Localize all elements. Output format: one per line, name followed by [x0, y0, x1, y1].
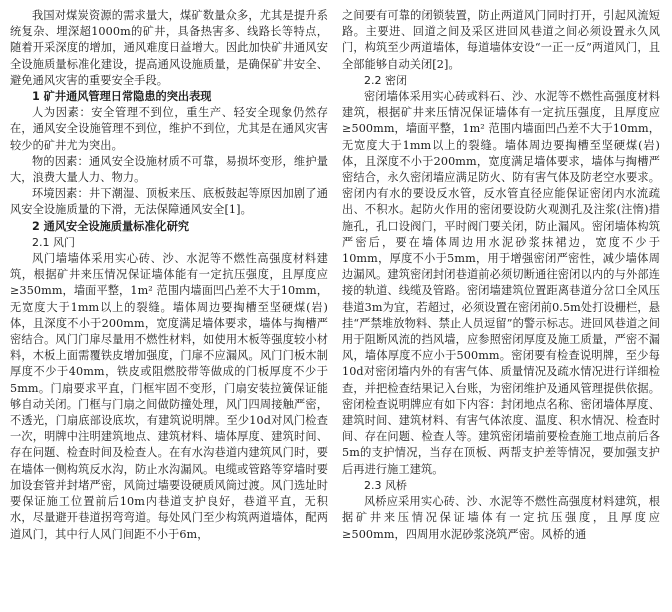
environment-factors-paragraph: 环境因素：井下潮湿、顶板来压、底板鼓起等原因加剧了通风安全设施质量的下滑，无法保障通风安全[1]。	[10, 187, 328, 217]
section-2-1-heading: 2.1 风门	[32, 235, 75, 249]
seal-paragraph: 密闭墙体采用实心砖或料石、沙、水泥等不燃性高强度材料建筑，根据矿井来压情况保证墙体有一定抗压强度，且厚度应≥500mm，墙面平整，1m² 范围内墙面凹凸差不大于10mm，无宽度大于1mm以上的裂缝。墙体周边要掏槽至坚硬煤(岩)体，且深度不小于200mm，宽度满足墙体要求，墙体与掏槽严密结合，永久密闭墙应满足防火、防有害气体及防老空水要求。密闭内有水的要设反水管，反水管直径应能保证密闭内水流疏出、不积水。起防火作用的密闭要设防火观测孔及注浆(注惰)措施孔，孔口设阀门，平时阀门要关闭，防止漏风。密闭墙体构筑严密后，要在墙体周边用水泥砂浆抹裙边，宽度不少于10mm，厚度不小于5mm，用于增强密闭严密性，减少墙体周边漏风。建筑密闭封闭巷道前必须切断通往密闭以内的与外部连接的轨道、线缆及管路。密闭墙建筑位置距离巷道分岔口全风压巷道3m为宜，若超过，必须设置在密闭前0.5m处打设栅栏，悬挂“严禁堆放物料、禁止人员逗留”的警示标志。进回风巷道之间用于阻断风流的挡风墙，应参照密闭厚度及施工质量，严密不漏风，墙体厚度不应小于500mm。密闭要有检查说明牌，至少每10d对密闭墙内外的有害气体、质量情况及疏水情况进行详细检查，并把检查结果记入台账，为密闭维护及通风管理提供依据。密闭检查说明牌应有如下内容：封闭地点名称、密闭墙体厚度、建筑时间、建筑材料、有害气体浓度、温度、积水情况、检查时间、存在问题、检查人等。建筑密闭墙前要检查施工地点前后各5m的支护情况，当存在顶板、两帮支护差等情况，要加强支护后再进行施工建筑。	[342, 90, 660, 476]
section-2-3-heading: 2.3 风桥	[364, 478, 407, 492]
left-column	[10, 8, 328, 543]
air-bridge-paragraph: 风桥应采用实心砖、沙、水泥等不燃性高强度材料建筑，根据矿井来压情况保证墙体有一定抗压强度，且厚度应≥500mm，四周用水泥砂浆浇筑严密。风桥的通	[342, 495, 660, 541]
section-1-heading: 1 矿井通风管理日常隐患的突出表现	[32, 90, 212, 104]
intro-paragraph: 我国对煤炭资源的需求量大，煤矿数量众多，尤其是提升系统复杂、埋深超1000m的矿井，具备热害多、线路长等特点，随着开采深度的增加，通风难度日益增大。因此加快矿井通风安全设施质量标准化建设，提高通风设施质量，是确保矿井安全、避免通风灾害的重要安全手段。	[10, 9, 328, 87]
section-2-2-heading: 2.2 密闭	[364, 73, 407, 87]
human-factors-paragraph: 人为因素：安全管理不到位，重生产、轻安全现象仍然存在，通风安全设施管理不到位，维护不到位，尤其是在通风灾害较少的矿井尤为突出。	[10, 106, 328, 152]
material-factors-paragraph: 物的因素：通风安全设施材质不可靠，易损坏变形，维护量大，浪费大量人力、物力。	[10, 154, 328, 185]
section-2-heading: 2 通风安全设施质量标准化研究	[32, 219, 190, 233]
air-door-continuation: 之间要有可靠的闭锁装置，防止两道风门同时打开，引起风流短路。主要进、回道之间及采区进回风巷道之间必须设置永久风门，构筑至少两道墙体，每道墙体安设“一正一反”两道风门，且全部能够自动关闭[2]。	[342, 9, 660, 71]
right-column	[342, 8, 660, 543]
air-door-paragraph: 风门墙墙体采用实心砖、沙、水泥等不燃性高强度材料建筑，根据矿井来压情况保证墙体能有一定抗压强度，且厚度应≥350mm，墙面平整，1m² 范围内墙面凹凸差不大于10mm，无宽度大于1mm以上的裂缝。墙体周边要掏槽至坚硬煤(岩)体，且深度不小于200mm，宽度满足墙体要求，墙体与掏槽严密结合。风门门扉尽量用不燃性材料，如使用木板等强度较小材料，木板上面需覆铁皮增加强度，门扉不应漏风。风门门板木制厚度不少于40mm，铁皮或阻燃胶带等做成的门板厚度不少于5mm。门扇要求平直，门框牢固不变形，门扇安装拉簧保证能够自动关闭。门框与门扇之间做防撞处理，风门四周接触严密，不透光，门扇底部设底坎，有建筑说明牌。至少10d对风门检查一次，明牌中注明建筑地点、建筑材料、墙体厚度、建筑时间、存在问题、检查时间及检查人。在有水沟巷道内建筑风门时，要在墙体一侧构筑反水沟，防止水沟漏风。电缆或管路等穿墙时要加设套管并封堵严密，风筒过墙要设硬质风筒过渡。风门选址时要保证施工位置前后10m内巷道支护良好，巷道平直，无积水，尽量避开巷道拐弯弯道。每处风门至少构筑两道墙体，配两道风门，其中行人风门间距不小于6m，	[10, 252, 328, 541]
